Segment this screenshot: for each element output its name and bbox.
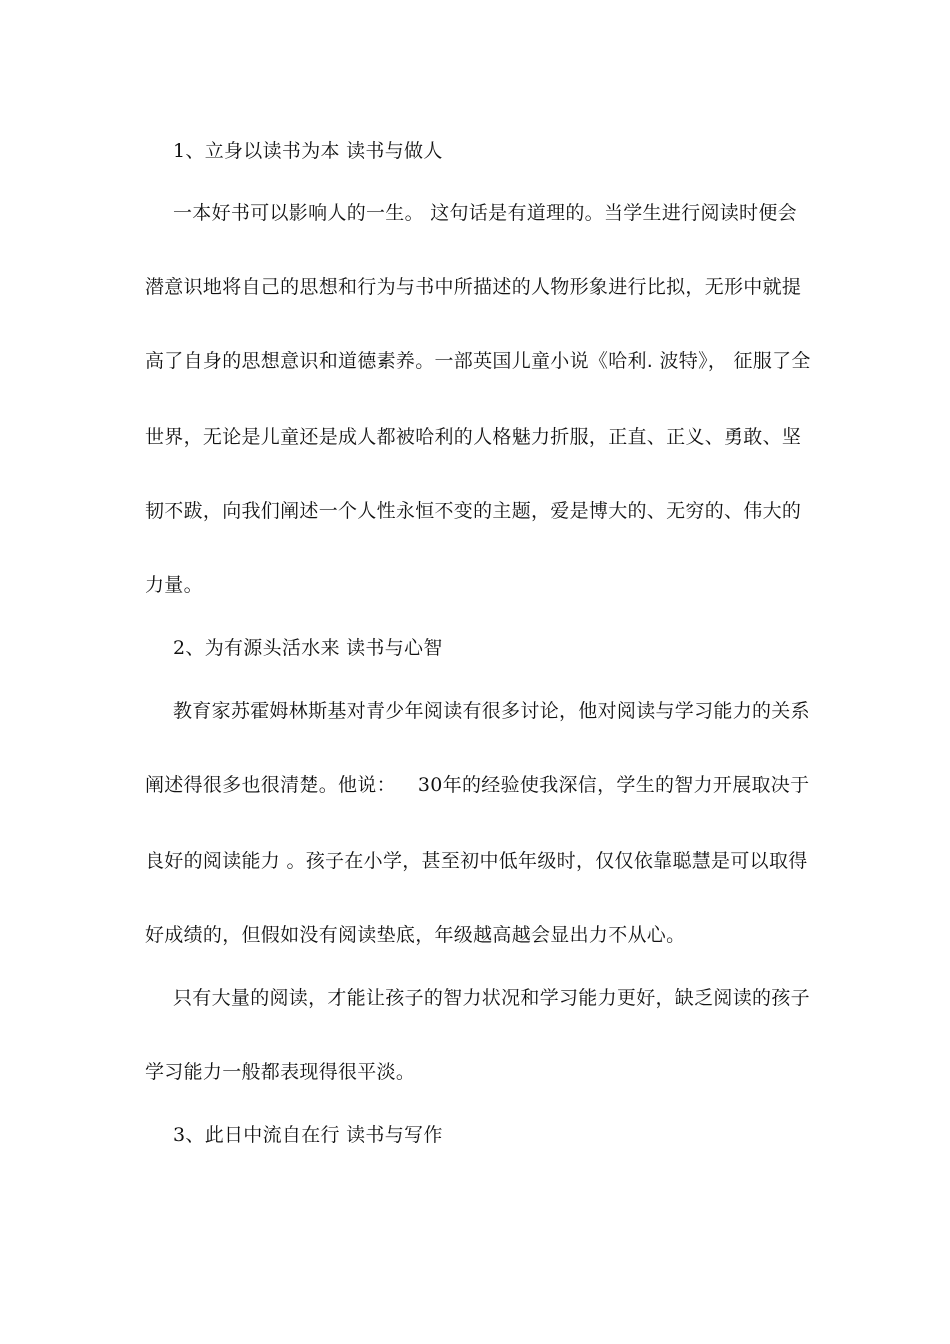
quote-text: 年的经验使我深信，学生的智力开展取决于 [442, 774, 810, 796]
heading-text: 、立身以读书为本 读书与做人 [185, 140, 443, 162]
paragraph-line: 良好的阅读能力 。孩子在小学，甚至初中低年级时，仅仅依靠聪慧是可以取得 [145, 850, 808, 872]
paragraph-line: 高了自身的思想意识和道德素养。一部英国儿童小说《哈利. 波特》， 征服了全 [145, 350, 811, 372]
section-heading-1 [173, 139, 843, 163]
heading-text: 、为有源头活水来 读书与心智 [185, 637, 443, 659]
heading-number: 3 [173, 1124, 186, 1146]
paragraph-line: 好成绩的，但假如没有阅读垫底，年级越高越会显出力不从心。 [145, 924, 686, 946]
paragraph-line: 学习能力一般都表现得很平淡。 [145, 1061, 416, 1083]
paragraph-line: 世界，无论是儿童还是成人都被哈利的人格魅力折服，正直、正义、勇敢、坚 [145, 426, 802, 448]
heading-text: 、此日中流自在行 读书与写作 [185, 1124, 443, 1146]
years-number: 30 [417, 774, 443, 796]
section-heading-3 [173, 1123, 843, 1147]
paragraph-line: 一本好书可以影响人的一生。 这句话是有道理的。当学生进行阅读时便会 [173, 202, 797, 224]
heading-number: 1 [173, 140, 186, 162]
paragraph-line: 力量。 [145, 574, 203, 596]
quote-intro: 阐述得很多也很清楚。他说： [145, 774, 396, 796]
heading-number: 2 [173, 637, 186, 659]
paragraph-line: 潜意识地将自己的思想和行为与书中所描述的人物形象进行比拟，无形中就提 [145, 276, 802, 298]
paragraph-line: 教育家苏霍姆林斯基对青少年阅读有很多讨论，他对阅读与学习能力的关系 [173, 700, 810, 722]
section-heading-2 [173, 636, 843, 660]
paragraph-line: 只有大量的阅读，才能让孩子的智力状况和学习能力更好，缺乏阅读的孩子 [173, 987, 810, 1009]
paragraph-line: 韧不跋，向我们阐述一个人性永恒不变的主题，爱是博大的、无穷的、伟大的 [145, 500, 802, 522]
paragraph-line [145, 773, 815, 797]
